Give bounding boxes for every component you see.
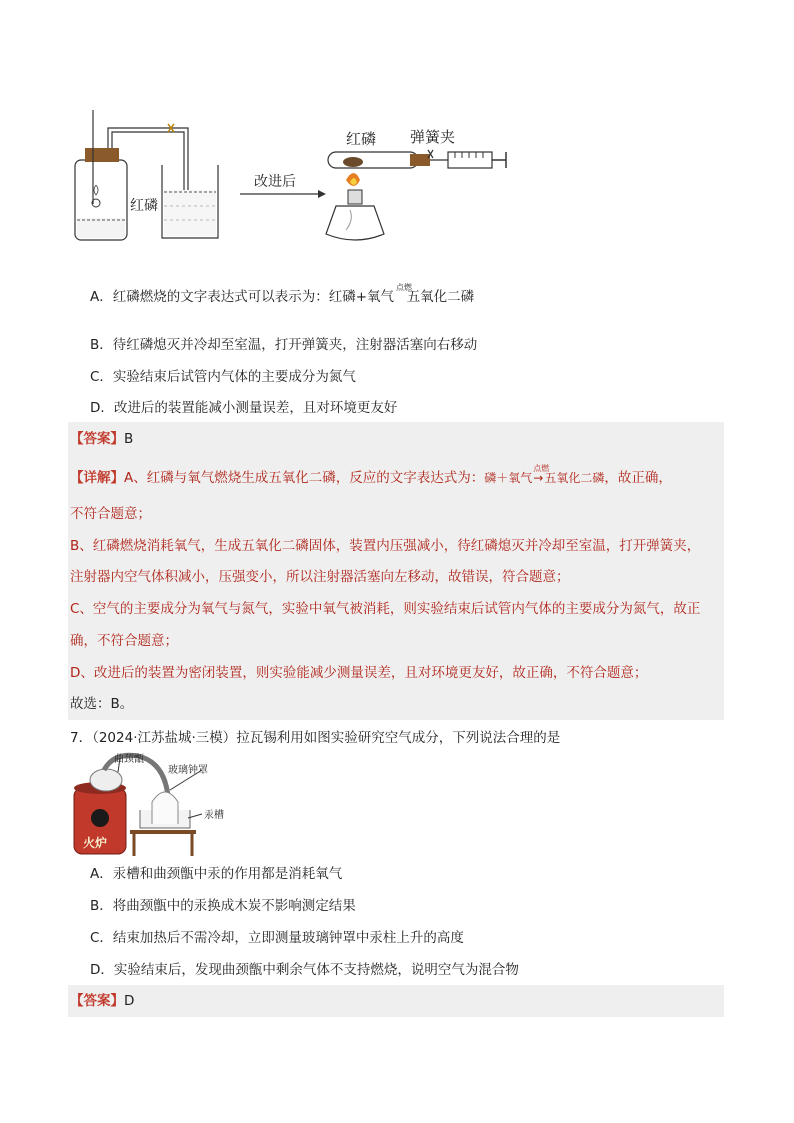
figure-phosphorus-apparatus: [60, 110, 530, 260]
label-retort: 曲颈甑: [114, 754, 144, 765]
q6-detail-a-line2: 不符合题意；: [70, 506, 151, 522]
q6-detail-b-line1: B、红磷燃烧消耗氧气，生成五氧化二磷固体，装置内压强减小，待红磷熄灭并冷却至室温，打开弹簧夹，: [70, 538, 701, 554]
label-mercury-trough: 汞槽: [204, 810, 224, 821]
label-red-phosphorus-left: 红磷: [130, 198, 158, 214]
q7-answer: 【答案】D: [70, 993, 135, 1009]
q6-detail-c-line2: 确，不符合题意；: [70, 633, 178, 649]
q7-option-d: D．实验结束后，发现曲颈甑中剩余气体不支持燃烧，说明空气为混合物: [90, 962, 519, 978]
label-red-phosphorus-right: 红磷: [346, 130, 377, 148]
q6-option-d: D．改进后的装置能减小测量误差，且对环境更友好: [90, 400, 398, 416]
q6-option-a: A．红磷燃烧的文字表达式可以表示为：红磷+氧气 点燃 五氧化二磷: [90, 283, 475, 305]
figure-lavoisier-apparatus: [70, 748, 230, 860]
label-spring-clamp: 弹簧夹: [410, 128, 456, 146]
q6-detail-b-line2: 注射器内空气体积减小，压强变小，所以注射器活塞向左移动，故错误，符合题意；: [70, 569, 570, 585]
q6-option-c: C．实验结束后试管内气体的主要成分为氮气: [90, 369, 356, 385]
q6-detail-d: D、改进后的装置为密闭装置，则实验能减少测量误差，且对环境更友好，故正确，不符合题意；: [70, 665, 648, 681]
q6-option-b: B．待红磷熄灭并冷却至室温，打开弹簧夹，注射器活塞向右移动: [90, 337, 478, 353]
q7-option-b: B．将曲颈甑中的汞换成木炭不影响测定结果: [90, 898, 356, 914]
q6-answer: 【答案】B: [70, 431, 134, 447]
arrow-label: 改进后: [254, 174, 296, 190]
q7-answer-band: [68, 985, 724, 1017]
q7-stem: 7．（2024·江苏盐城·三模）拉瓦锡利用如图实验研究空气成分，下列说法合理的是: [70, 730, 561, 746]
q6-detail-a-line1: 【详解】A、红磷与氧气燃烧生成五氧化二磷，反应的文字表达式为：磷＋氧气 点燃 →五氧化二磷，故正确，: [70, 464, 672, 486]
label-bell-jar: 玻璃钟罩: [168, 765, 208, 776]
label-furnace: 火炉: [83, 836, 108, 850]
q7-option-c: C．结束加热后不需冷却，立即测量玻璃钟罩中汞柱上升的高度: [90, 930, 464, 946]
q7-option-a: A．汞槽和曲颈甑中汞的作用都是消耗氧气: [90, 866, 343, 882]
q6-detail-c-line1: C、空气的主要成分为氧气与氮气，实验中氧气被消耗，则实验结束后试管内气体的主要成分为氮气，故正: [70, 601, 701, 617]
q6-choose: 故选：B。: [70, 696, 134, 712]
